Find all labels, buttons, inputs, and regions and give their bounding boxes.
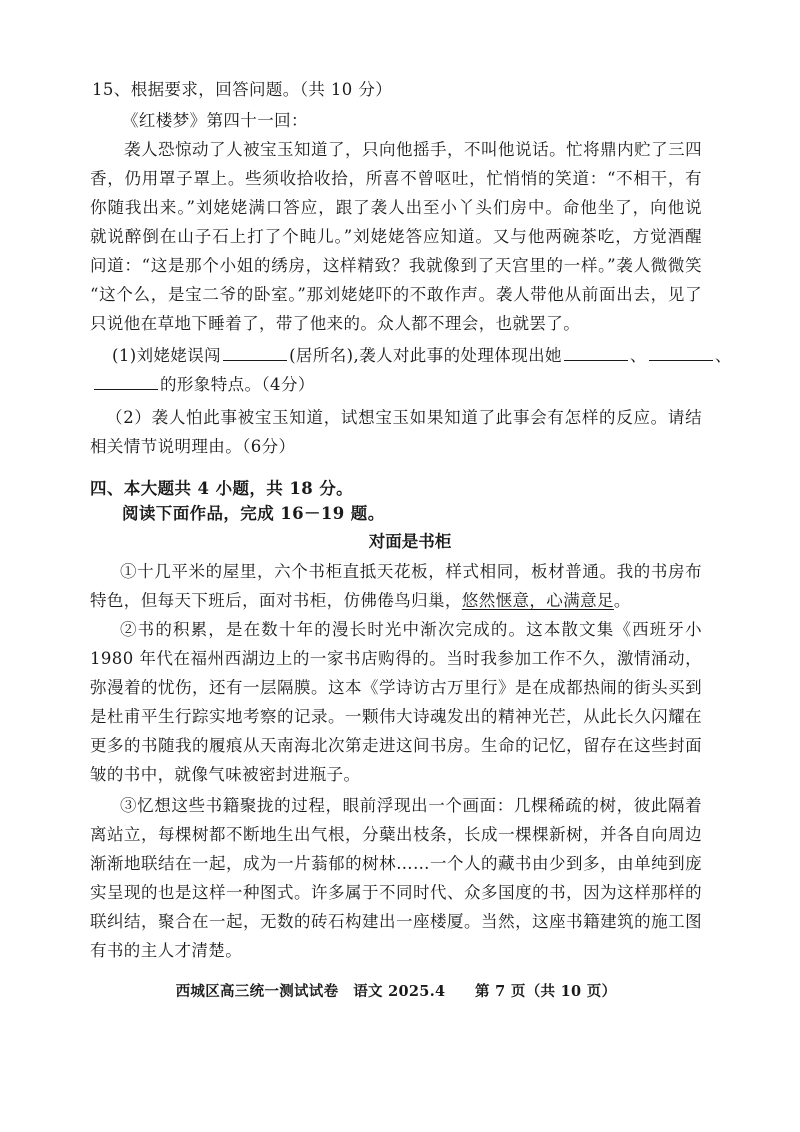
sub1-text-b: (居所名),袭人对此事的处理体现出她 xyxy=(289,346,562,365)
article-line: 实呈现的也是这样一种图式。许多属于不同时代、众多国度的书，因为这样那样的 xyxy=(90,883,702,902)
p1-text: 特色，但每天下班后，面对书柜，仿佛倦鸟归巢， xyxy=(90,591,462,610)
answer-blank-trait-1[interactable] xyxy=(564,345,628,361)
article-line: 弥漫着的忧伤，还有一层隔膜。这本《学诗访古万里行》是在成都热闹的街头买到 xyxy=(90,678,702,697)
article-line: 1980 年代在福州西湖边上的一家书店购得的。当时我参加工作不久，激情涌动， xyxy=(90,649,702,668)
excerpt-line: “这个么，是宝二爷的卧室。”那刘姥姥吓的不敢作声。袭人带他从前面出去，见了 xyxy=(90,285,702,304)
p1-text-end: 。 xyxy=(613,591,631,610)
answer-blank-trait-2[interactable] xyxy=(649,345,713,361)
answer-blank-trait-3[interactable] xyxy=(94,374,158,390)
sub1-sep: 、 xyxy=(629,346,647,365)
article-line: 更多的书随我的履痕从天南海北次第走进这间书房。生命的记忆，留存在这些封面 xyxy=(90,736,702,755)
sub1-text-c: 的形象特点。（4分） xyxy=(160,375,315,394)
sub-question-2-cont: 相关情节说明理由。（6分） xyxy=(90,437,296,456)
article-line: 有书的主人才清楚。 xyxy=(90,941,243,960)
article-line: 渐渐地联结在一起，成为一片蓊郁的树林……一个人的藏书由少到多，由单纯到庞 xyxy=(90,854,702,873)
sub-question-2: （2）袭人怕此事被宝玉知道，试想宝玉如果知道了此事会有怎样的反应。请结 xyxy=(106,408,702,427)
question-15-header: 15、根据要求，回答问题。（共 10 分） xyxy=(92,80,393,99)
article-line: ③忆想这些书籍聚拢的过程，眼前浮现出一个画面：几棵稀疏的树，彼此隔着 xyxy=(120,796,702,815)
article-line: ①十几平米的屋里，六个书柜直抵天花板，样式相同，板材普通。我的书房布 xyxy=(120,562,702,581)
excerpt-line: 就说醉倒在山子石上打了个盹儿。”刘姥姥答应知道。又与他两碗茶吃，方觉酒醒 xyxy=(90,227,702,246)
source-citation: 《红楼梦》第四十一回： xyxy=(122,111,308,130)
article-line: ②书的积累，是在数十年的漫长时光中渐次完成的。这本散文集《西班牙小 xyxy=(120,620,702,639)
excerpt-line: 问道：“这是那个小姐的绣房，这样精致？我就像到了天宫里的一样。”袭人微微笑 xyxy=(90,256,702,275)
article-line: 联纠结，聚合在一起，无数的砖石构建出一座楼厦。当然，这座书籍建筑的施工图 xyxy=(90,912,702,931)
excerpt-line: 只说他在草地下睡着了，带了他来的。众人都不理会，也就罢了。 xyxy=(90,314,581,333)
section-4-header: 四、本大题共 4 小题，共 18 分。 xyxy=(90,479,354,498)
sub1-sep: 、 xyxy=(714,346,732,365)
excerpt-line: 香，仍用罩子罩上。些须收拾收拾，所喜不曾呕吐，忙悄悄的笑道：“不相干，有 xyxy=(90,169,702,188)
article-line: 离站立，每棵树都不断地生出气根，分蘖出枝条，长成一棵棵新树，并各自向周边 xyxy=(90,825,702,844)
answer-blank-residence[interactable] xyxy=(223,345,287,361)
reading-instruction: 阅读下面作品，完成 16－19 题。 xyxy=(122,504,385,523)
article-title: 对面是书柜 xyxy=(368,532,452,551)
sub-question-1 xyxy=(112,344,742,368)
article-line xyxy=(90,589,720,613)
page-footer: 西城区高三统一测试试卷 语文 2025.4 第 7 页（共 10 页） xyxy=(175,983,617,1000)
sub1-text-a: (1)刘姥姥误闯 xyxy=(112,346,222,365)
article-line: 皱的书中，就像气味被密封进瓶子。 xyxy=(90,765,361,784)
sub-question-1-cont xyxy=(92,373,722,397)
article-line: 是杜甫平生行踪实地考察的记录。一颗伟大诗魂发出的精神光芒，从此长久闪耀在 xyxy=(90,707,702,726)
underlined-phrase: 悠然惬意，心满意足 xyxy=(461,591,614,610)
excerpt-line: 你随我出来。”刘姥姥满口答应，跟了袭人出至小丫头们房中。命他坐了，向他说 xyxy=(90,198,702,217)
excerpt-line: 袭人恐惊动了人被宝玉知道了，只向他摇手，不叫他说话。忙将鼎内贮了三四 xyxy=(124,140,702,159)
